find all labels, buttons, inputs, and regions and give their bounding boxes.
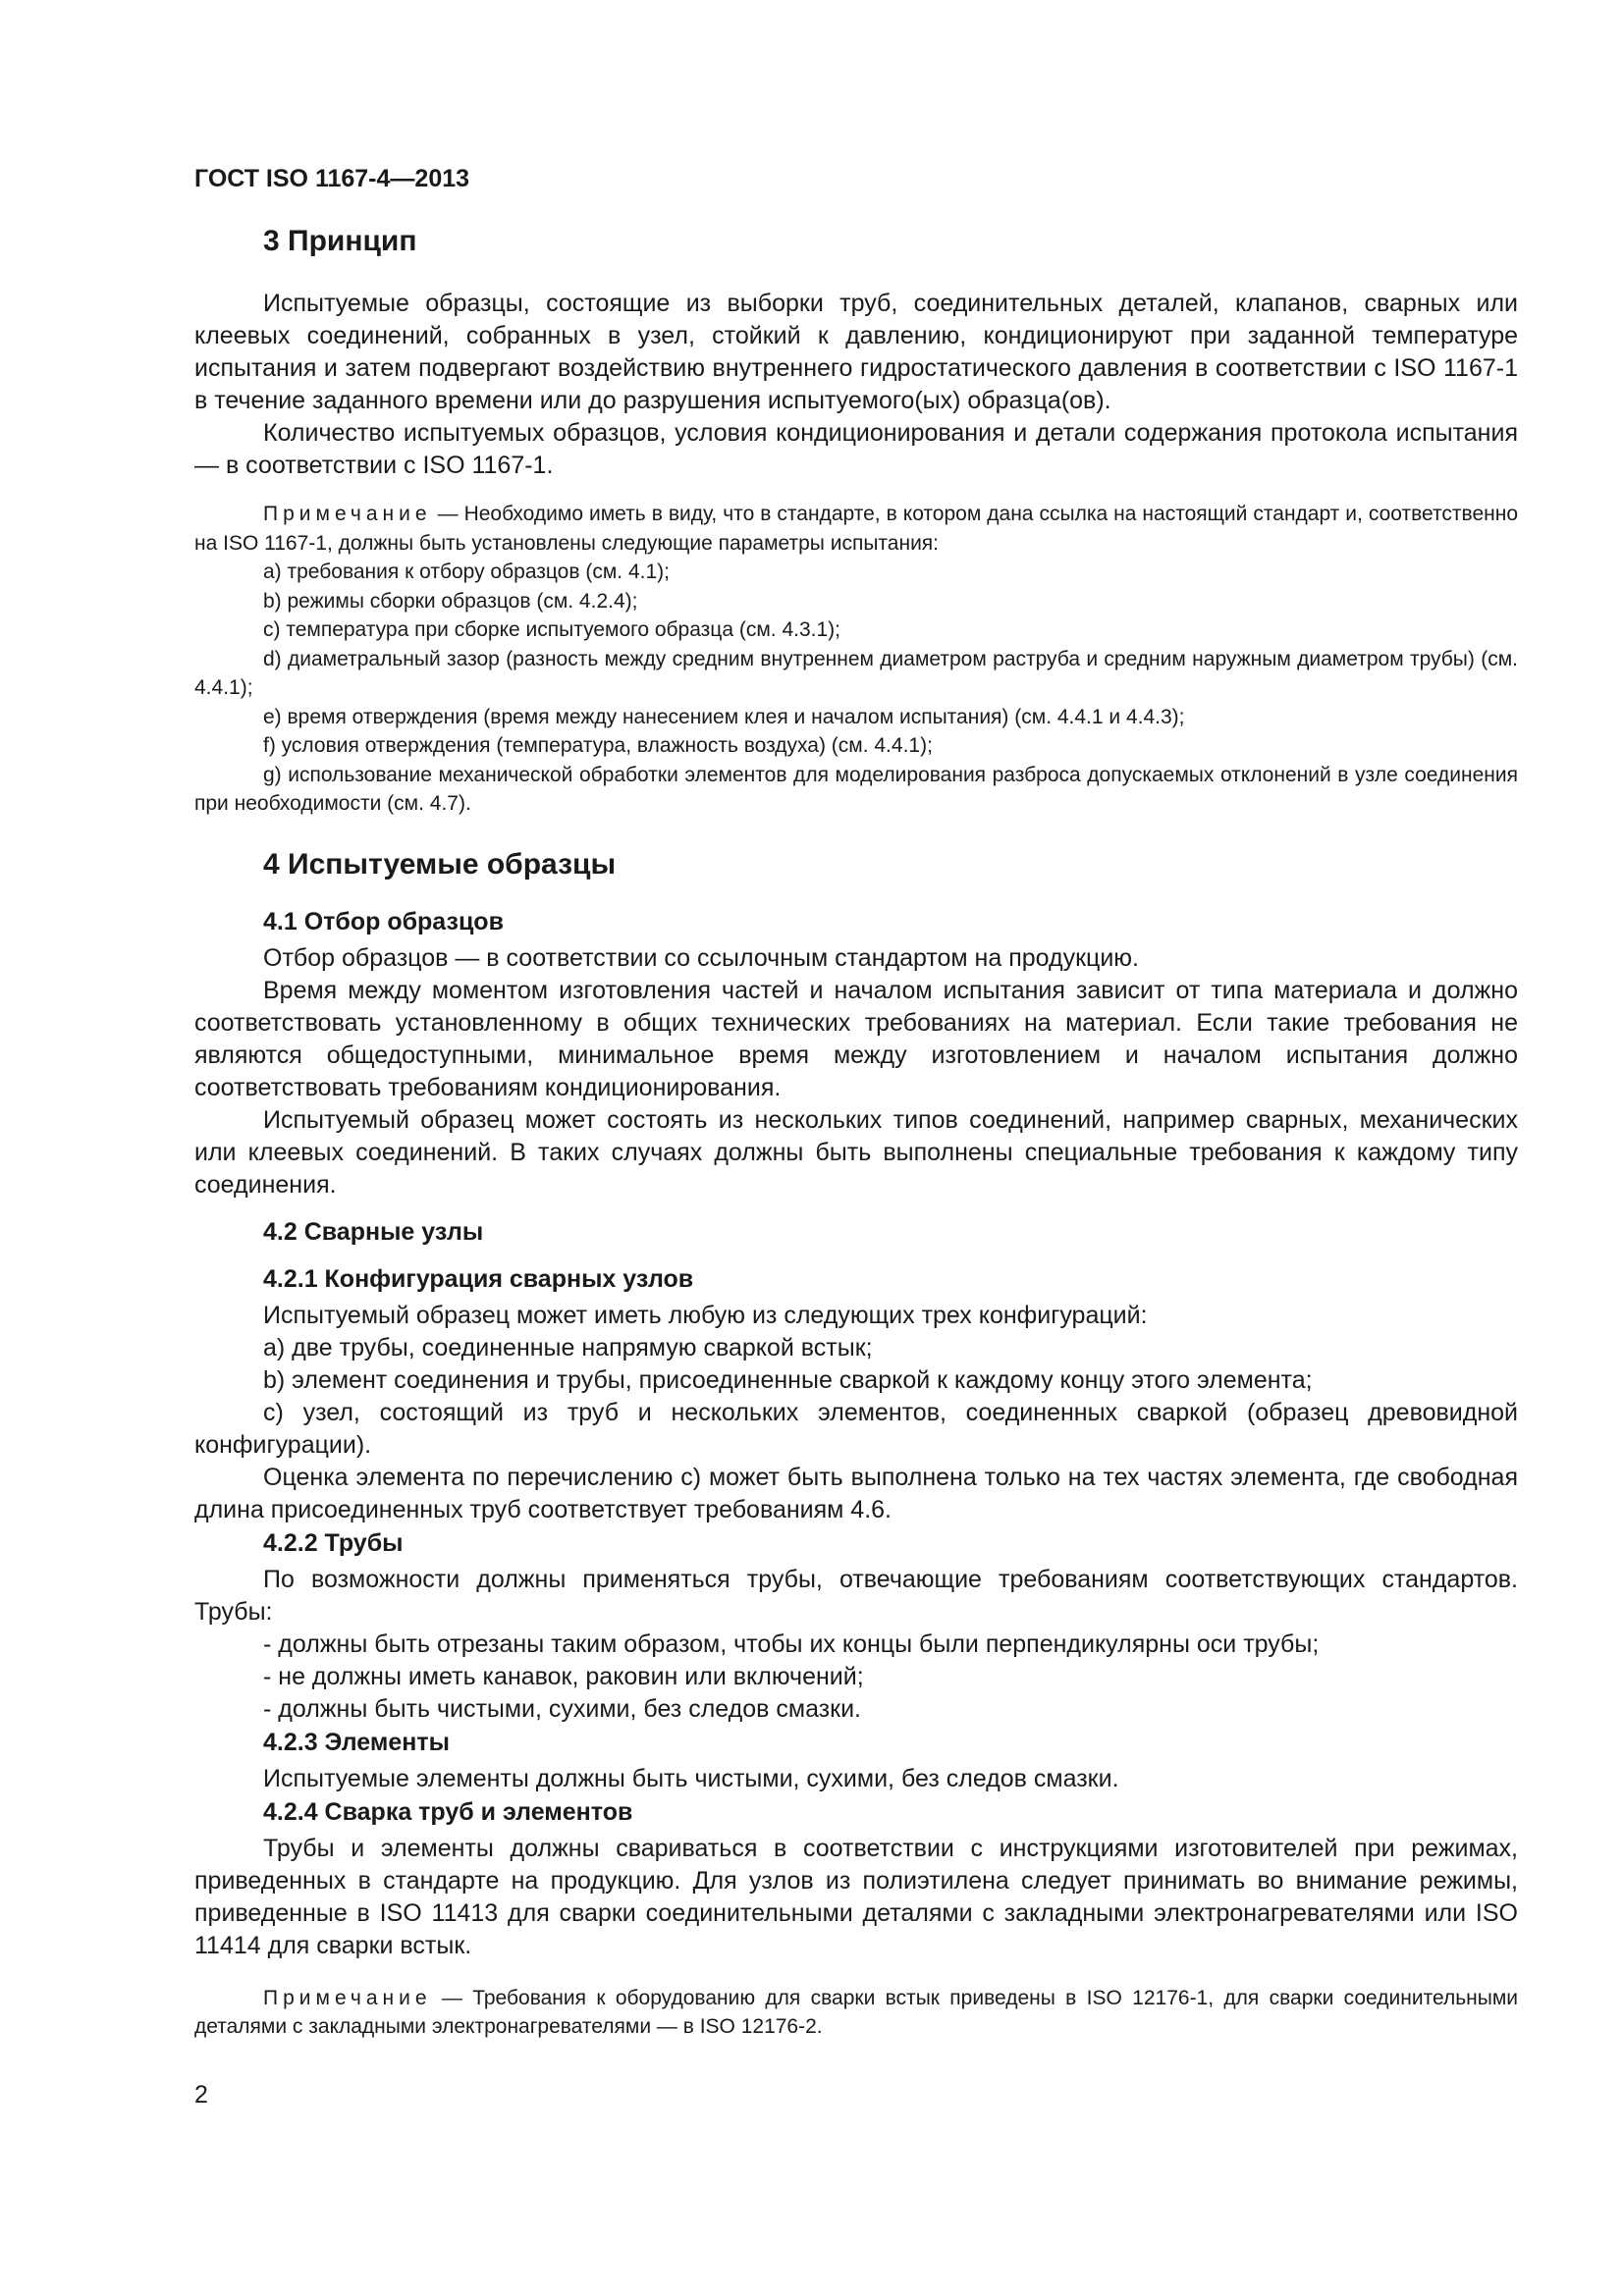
subsection-4-1-paragraph: Время между моментом изготовления частей и началом испытания зависит от типа материала и должно соответствовать установленному в общих технических требованиях на материал. Если такие требования не являются общедоступными, минимальное время между изготовлением и началом испытания должно соответствовать требованиям кондиционирования. <box>194 976 1518 1101</box>
section-3-note <box>194 500 1518 819</box>
document-page <box>194 165 1518 2042</box>
subsection-4-2-4-paragraph: Трубы и элементы должны свариваться в соответствии с инструкциями изготовителей при режимах, приведенных в стандарте на продукцию. Для узлов из полиэтилена следует принимать во внимание режимы, приведенные в ISO 11413 для сварки соединительными деталями с закладными электронагревателями или ISO 11414 для сварки встык. <box>194 1834 1518 1959</box>
document-header: ГОСТ ISO 1167-4—2013 <box>194 165 470 192</box>
section-3-paragraph-1: Испытуемые образцы, состоящие из выборки труб, соединительных деталей, клапанов, сварных или клеевых соединений, собранных в узел, стойкий к давлению, кондиционируют при заданной температуре испытания и затем подвергают воздействию внутреннего гидростатического давления в соответствии с ISO 1167-1 в течение заданного времени или до разрушения испытуемого(ых) образца(ов). <box>194 290 1518 414</box>
note-item: a) требования к отбору образцов (см. 4.1); <box>263 561 670 583</box>
note-item: d) диаметральный зазор (разность между средним внутреннем диаметром раструба и средним наружным диаметром трубы) (см. 4.4.1); <box>194 647 1518 699</box>
subsection-4-2-3-title: 4.2.3 Элементы <box>263 1728 450 1756</box>
subsection-4-1-paragraph: Испытуемый образец может состоять из нескольких типов соединений, например сварных, механических или клеевых соединений. В таких случаях должны быть выполнены специальные требования к каждому типу соединения. <box>194 1105 1518 1199</box>
note-text: — Необходимо иметь в виду, что в стандарте, в котором дана ссылка на настоящий стандарт и, соответственно на ISO 1167-1, должны быть установлены следующие параметры испытания: <box>194 503 1518 555</box>
subsection-4-2-title: 4.2 Сварные узлы <box>263 1217 484 1246</box>
subsection-4-1-paragraph: Отбор образцов — в соответствии со ссылочным стандартом на продукцию. <box>263 943 1140 972</box>
note-item: c) температура при сборке испытуемого образца (см. 4.3.1); <box>263 618 840 641</box>
section-4-heading: 4 Испытуемые образцы <box>263 847 617 881</box>
list-item: c) узел, состоящий из труб и нескольких элементов, соединенных сваркой (образец древовидной конфигурации). <box>194 1398 1518 1459</box>
subsection-4-2-2-title: 4.2.2 Трубы <box>263 1528 404 1557</box>
note-item: g) использование механической обработки элементов для моделирования разброса допускаемых отклонений в узле соединения при необходимости (см. 4.7). <box>194 763 1518 815</box>
section-4-note <box>194 1984 1518 2042</box>
note-item: f) условия отверждения (температура, влажность воздуха) (см. 4.4.1); <box>263 734 933 757</box>
subsection-4-2-4-title: 4.2.4 Сварка труб и элементов <box>263 1797 633 1826</box>
note-text: — Требования к оборудованию для сварки встык приведены в ISO 12176-1, для сварки соединительными деталями с закладными электронагревателями — в ISO 12176-2. <box>194 1986 1518 2038</box>
list-item: - должны быть отрезаны таким образом, чтобы их концы были перпендикулярны оси трубы; <box>263 1629 1320 1658</box>
list-item: b) элемент соединения и трубы, присоединенные сваркой к каждому концу этого элемента; <box>263 1365 1313 1394</box>
list-item: - не должны иметь канавок, раковин или включений; <box>263 1662 864 1690</box>
note-label: Примечание <box>263 503 432 525</box>
subsection-4-2-1-title: 4.2.1 Конфигурация сварных узлов <box>263 1264 694 1293</box>
note-intro <box>194 500 1518 558</box>
subsection-4-2-3-paragraph: Испытуемые элементы должны быть чистыми, сухими, без следов смазки. <box>263 1764 1119 1792</box>
list-item: - должны быть чистыми, сухими, без следов смазки. <box>263 1694 861 1723</box>
subsection-4-2-2-paragraph: По возможности должны применяться трубы, отвечающие требованиям соответствующих стандартов. Трубы: <box>194 1565 1518 1626</box>
page-number: 2 <box>194 2081 208 2109</box>
note-item: b) режимы сборки образцов (см. 4.2.4); <box>263 589 638 613</box>
subsection-4-2-1-paragraph: Испытуемый образец может иметь любую из следующих трех конфигураций: <box>263 1301 1148 1329</box>
note-intro <box>194 1984 1518 2042</box>
section-3-heading: 3 Принцип <box>263 225 417 257</box>
note-item: e) время отверждения (время между нанесением клея и началом испытания) (см. 4.4.1 и 4.4.3); <box>263 705 1185 728</box>
list-item: a) две трубы, соединенные напрямую сваркой встык; <box>263 1333 873 1362</box>
section-3-paragraph-2: Количество испытуемых образцов, условия кондиционирования и детали содержания протокола испытания — в соответствии с ISO 1167-1. <box>194 419 1518 479</box>
subsection-4-2-1-paragraph: Оценка элемента по перечислению с) может быть выполнена только на тех частях элемента, где свободная длина присоединенных труб соответствует требованиям 4.6. <box>194 1463 1518 1523</box>
subsection-4-1-title: 4.1 Отбор образцов <box>263 907 504 935</box>
note-label: Примечание <box>263 1986 432 2009</box>
